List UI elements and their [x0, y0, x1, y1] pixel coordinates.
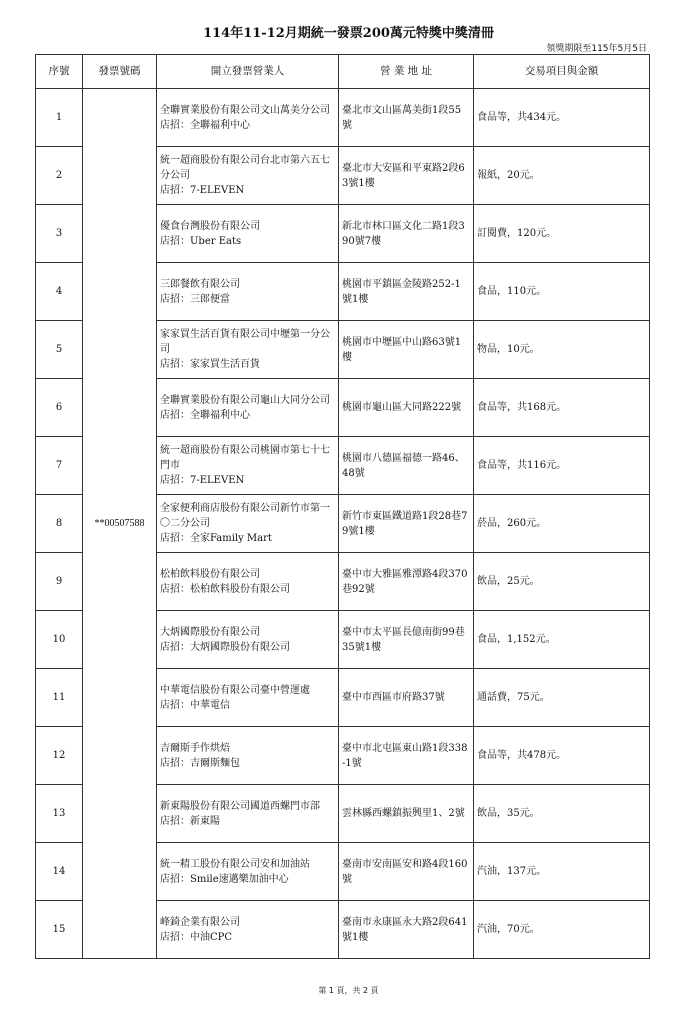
store-sign: 店招：Uber Eats [160, 235, 242, 247]
merchant-cell [157, 901, 339, 959]
row-index: 4 [36, 263, 83, 321]
column-header-merchant: 開立發票營業人 [157, 55, 339, 89]
store-sign: 店招：中華電信 [160, 699, 230, 711]
address-cell: 臺南市安南區安和路4段160號 [339, 843, 474, 901]
merchant-name: 統一超商股份有限公司台北市第六五七分公司 [160, 155, 330, 181]
merchant-cell [157, 495, 339, 553]
merchant-cell [157, 147, 339, 205]
merchant-name: 統一超商股份有限公司桃園市第七十七門市 [160, 445, 330, 471]
items-cell: 食品，110元。 [474, 263, 650, 321]
store-sign: 店招：三郎便當 [160, 293, 230, 305]
items-cell: 汽油，70元。 [474, 901, 650, 959]
row-index: 12 [36, 727, 83, 785]
address-cell: 桃園市龜山區大同路222號 [339, 379, 474, 437]
merchant-name: 吉爾斯手作烘焙 [160, 742, 230, 754]
winners-table [35, 54, 650, 959]
row-index: 10 [36, 611, 83, 669]
address-cell: 桃園市平鎮區金陵路252-1號1樓 [339, 263, 474, 321]
column-header-items: 交易項目與金額 [474, 55, 650, 89]
address-cell: 臺中市西區市府路37號 [339, 669, 474, 727]
merchant-cell [157, 379, 339, 437]
items-cell: 汽油，137元。 [474, 843, 650, 901]
merchant-cell [157, 263, 339, 321]
merchant-name: 中華電信股份有限公司臺中營運處 [160, 684, 310, 696]
row-index: 6 [36, 379, 83, 437]
items-cell: 通話費，75元。 [474, 669, 650, 727]
merchant-name: 三郎餐飲有限公司 [160, 278, 240, 290]
store-sign: 店招：新東陽 [160, 815, 220, 827]
items-cell: 食品等，共168元。 [474, 379, 650, 437]
store-sign: 店招：全家Family Mart [160, 533, 272, 544]
merchant-cell [157, 727, 339, 785]
column-header-index: 序號 [36, 55, 83, 89]
items-cell: 飲品，35元。 [474, 785, 650, 843]
address-cell: 桃園市中壢區中山路63號1樓 [339, 321, 474, 379]
column-header-invoice: 發票號碼 [83, 55, 157, 89]
merchant-cell [157, 843, 339, 901]
address-cell: 臺中市北屯區東山路1段338-1號 [339, 727, 474, 785]
merchant-name: 統一精工股份有限公司安和加油站 [160, 858, 310, 870]
row-index: 11 [36, 669, 83, 727]
merchant-cell [157, 669, 339, 727]
merchant-name: 優食台灣股份有限公司 [160, 220, 260, 232]
items-cell: 食品等，共434元。 [474, 89, 650, 147]
merchant-name: 全聯實業股份有限公司文山萬美分公司 [160, 104, 330, 116]
merchant-name: 新東陽股份有限公司國道西螺門市部 [160, 800, 320, 812]
merchant-cell [157, 437, 339, 495]
column-header-address: 營 業 地 址 [339, 55, 474, 89]
page-title: 114年11-12月期統一發票200萬元特獎中獎清冊 [203, 26, 494, 41]
address-cell: 臺北市大安區和平東路2段63號1樓 [339, 147, 474, 205]
store-sign: 店招：Smile速邁樂加油中心 [160, 873, 289, 885]
row-index: 13 [36, 785, 83, 843]
address-cell: 臺中市太平區長億南街99巷35號1樓 [339, 611, 474, 669]
table-header-row [36, 55, 650, 89]
merchant-cell [157, 321, 339, 379]
items-cell: 訂閱費，120元。 [474, 205, 650, 263]
address-cell: 臺中市大雅區雅潭路4段370巷92號 [339, 553, 474, 611]
row-index: 1 [36, 89, 83, 147]
items-cell: 食品等，共116元。 [474, 437, 650, 495]
table-body [36, 89, 650, 959]
items-cell: 物品，10元。 [474, 321, 650, 379]
address-cell: 雲林縣西螺鎮振興里1、2號 [339, 785, 474, 843]
store-sign: 店招：中油CPC [160, 931, 233, 943]
address-cell: 新北市林口區文化二路1段390號7樓 [339, 205, 474, 263]
row-index: 2 [36, 147, 83, 205]
row-index: 5 [36, 321, 83, 379]
merchant-cell [157, 89, 339, 147]
table-row [36, 89, 650, 147]
merchant-name: 全聯實業股份有限公司龜山大同分公司 [160, 394, 330, 406]
invoice-number: **00507588 [83, 89, 157, 959]
store-sign: 店招：家家買生活百貨 [160, 359, 260, 370]
store-sign: 店招：全聯福利中心 [160, 409, 250, 421]
merchant-name: 大炳國際股份有限公司 [160, 626, 260, 638]
merchant-name: 全家便利商店股份有限公司新竹市第一〇二分公司 [160, 503, 330, 529]
merchant-cell [157, 553, 339, 611]
row-index: 15 [36, 901, 83, 959]
items-cell: 報紙，20元。 [474, 147, 650, 205]
merchant-cell [157, 611, 339, 669]
store-sign: 店招：松柏飲料股份有限公司 [160, 583, 290, 595]
claim-deadline: 領獎期限至115年5月5日 [546, 44, 647, 54]
items-cell: 食品等，共478元。 [474, 727, 650, 785]
row-index: 8 [36, 495, 83, 553]
merchant-cell [157, 785, 339, 843]
store-sign: 店招：吉爾斯麵包 [160, 757, 240, 769]
store-sign: 店招：7-ELEVEN [160, 475, 245, 486]
store-sign: 店招：大炳國際股份有限公司 [160, 641, 290, 653]
items-cell: 飲品，25元。 [474, 553, 650, 611]
merchant-name: 松柏飲料股份有限公司 [160, 568, 260, 580]
address-cell: 臺北市文山區萬美街1段55號 [339, 89, 474, 147]
page-footer: 第 1 頁，共 2 頁 [318, 986, 379, 995]
store-sign: 店招：全聯福利中心 [160, 119, 250, 131]
merchant-name: 家家買生活百貨有限公司中壢第一分公司 [160, 329, 330, 355]
merchant-name: 峰錡企業有限公司 [160, 916, 240, 928]
items-cell: 菸品，260元。 [474, 495, 650, 553]
store-sign: 店招：7-ELEVEN [160, 185, 245, 196]
row-index: 14 [36, 843, 83, 901]
row-index: 9 [36, 553, 83, 611]
row-index: 7 [36, 437, 83, 495]
row-index: 3 [36, 205, 83, 263]
address-cell: 新竹市東區鐵道路1段28巷79號1樓 [339, 495, 474, 553]
items-cell: 食品，1,152元。 [474, 611, 650, 669]
address-cell: 桃園市八德區福德一路46、48號 [339, 437, 474, 495]
address-cell: 臺南市永康區永大路2段641號1樓 [339, 901, 474, 959]
merchant-cell [157, 205, 339, 263]
